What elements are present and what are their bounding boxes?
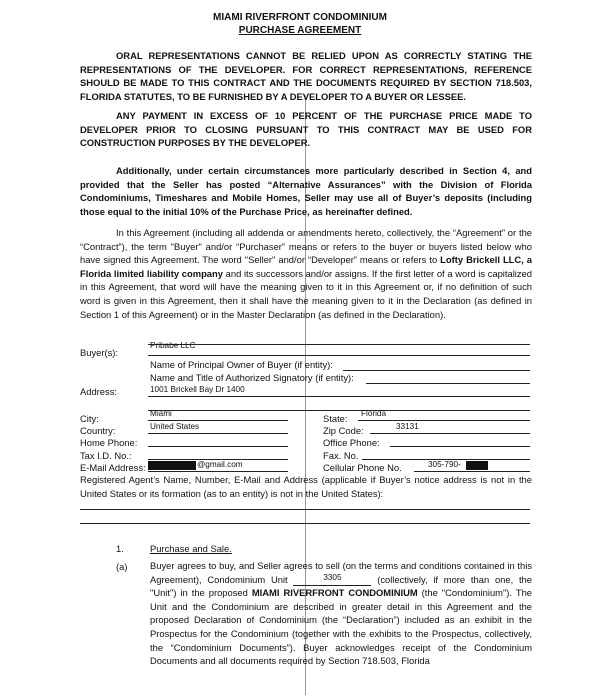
office-phone-label: Office Phone:	[323, 437, 380, 448]
address-line	[148, 396, 530, 397]
cell-phone-label: Cellular Phone No.	[323, 462, 402, 473]
registered-agent-line-1	[80, 509, 530, 510]
unit-number-value: 3305	[323, 572, 342, 582]
buyer-line	[148, 355, 530, 356]
country-value[interactable]: United States	[150, 422, 200, 431]
section-heading: Purchase and Sale.	[150, 543, 232, 554]
home-phone-label: Home Phone:	[80, 437, 138, 448]
address-value[interactable]: 1001 Brickell Bay Dr 1400	[150, 385, 245, 394]
intro-text-a: In this Agreement (including all addenda or amendments hereto, collectively, the “Agreement” or the “Contract”), the term "Buyer" and/or “Purchaser” means or refers to the buyer or buyers listed below who have signed this Agreement. The word "Seller" and/or “Developer” means or refers to	[80, 227, 532, 266]
notice-alternative-assurances: Additionally, under certain circumstances more particularly described in Section 4, and provided that the Seller has posted “Alternative Assurances” with the Division of Florida Condominiums, Timeshares and Mobile Homes, Seller may use all of Buyer’s deposits (including those equal to the initial 10% of the Purchase Price, as hereinafter defined.	[80, 165, 532, 217]
intro-paragraph	[80, 226, 532, 321]
seller-name: Lofty Brickell LLC, a Florida limited liability company	[80, 254, 532, 279]
address-label: Address:	[80, 386, 117, 397]
buyer-label: Buyer(s):	[80, 347, 119, 358]
zip-label: Zip Code:	[323, 425, 364, 436]
email-line	[148, 471, 288, 472]
city-label: City:	[80, 413, 99, 424]
authorized-signatory-label: Name and Title of Authorized Signatory (if entity):	[150, 372, 354, 383]
state-label: State:	[323, 413, 348, 424]
registered-agent-line-2	[80, 523, 530, 524]
tax-id-label: Tax I.D. No.:	[80, 450, 132, 461]
cell-phone-value[interactable]: 305-790-	[428, 460, 461, 469]
email-redaction	[148, 461, 196, 470]
principal-owner-line	[343, 370, 530, 371]
state-value[interactable]: Florida	[361, 409, 387, 418]
notice-payment-excess: ANY PAYMENT IN EXCESS OF 10 PERCENT OF THE PURCHASE PRICE MADE TO DEVELOPER PRIOR TO CLOSING PURSUANT TO THIS CONTRACT MAY BE USED FOR CONSTRUCTION PURPOSES BY THE DEVELOPER.	[80, 110, 532, 149]
office-phone-line	[390, 446, 530, 447]
address-line-2	[148, 410, 530, 411]
notice-oral-representations: ORAL REPRESENTATIONS CANNOT BE RELIED UPON AS CORRECTLY STATING THE REPRESENTATIONS OF THE DEVELOPER. FOR CORRECT REPRESENTATIONS, REFERENCE SHOULD BE MADE TO THIS CONTRACT AND THE DOCUMENTS REQUIRED BY SECTION 718.503, FLORIDA STATUTES, TO BE FURNISHED BY A DEVELOPER TO A BUYER OR LESSEE.	[80, 50, 532, 102]
zip-line	[370, 433, 530, 434]
email-value[interactable]: @gmail.com	[197, 460, 243, 469]
city-line	[148, 420, 288, 421]
cell-phone-line	[414, 471, 530, 472]
state-line	[358, 420, 530, 421]
form-top-rule	[148, 344, 530, 345]
intro-text-b: and its successors and/or assigns. If the first letter of a word is capitalized in this Agreement, that word will have the meaning given to it in this Agreement or, if no definition of such word is given in this Agreement, then it shall have the meaning given to it in the Declaration (as defined in Section 1 of this Agreement) or in the Master Declaration (as defined in the Declaration).	[80, 267, 532, 320]
subsection-label: (a)	[116, 561, 128, 572]
unit-number-field[interactable]	[293, 572, 371, 586]
document-subtitle: PURCHASE AGREEMENT	[238, 25, 362, 36]
cell-phone-redaction	[466, 461, 488, 470]
document-title: MIAMI RIVERFRONT CONDOMINIUM	[213, 12, 387, 23]
city-value[interactable]: Miami	[150, 409, 172, 418]
fax-label: Fax. No.	[323, 450, 359, 461]
country-label: Country:	[80, 425, 116, 436]
condominium-name: MIAMI RIVERFRONT CONDOMINIUM	[251, 587, 418, 599]
authorized-signatory-line	[366, 383, 530, 384]
email-label: E-Mail Address:	[80, 462, 146, 473]
buyer-value[interactable]: Pribabe LLC	[150, 341, 196, 350]
section-number: 1.	[116, 543, 124, 554]
purchase-text-a: Buyer agrees to buy, and Seller agrees to sell (on the terms and conditions contained in this Agreement), Condominium Unit	[150, 560, 532, 585]
zip-value[interactable]: 33131	[396, 422, 419, 431]
purchase-text-c: (the "Condominium"). The Unit and the Condominium are described in greater detail in this Agreement and the proposed Declaration of Condominium (the “Declaration”) included as an exhibit in the Prospectus for the Condominium (together with the exhibits to the Prospectus, collectively, the “Condominium Documents”). Buyer acknowledges receipt of the Condominium Documents and all documents required by Section 718.503, Florida	[150, 587, 532, 667]
purchase-sale-paragraph	[150, 559, 532, 668]
purchase-text-b: (collectively, if more than one, the "Unit") in the proposed	[150, 573, 532, 599]
registered-agent-text: Registered Agent’s Name, Number, E-Mail and Address (applicable if Buyer’s notice address is not in the United States or its formation (as to an entity) is not in the United States):	[80, 474, 532, 499]
country-line	[148, 433, 288, 434]
home-phone-line	[148, 446, 288, 447]
principal-owner-label: Name of Principal Owner of Buyer (if entity):	[150, 359, 333, 370]
